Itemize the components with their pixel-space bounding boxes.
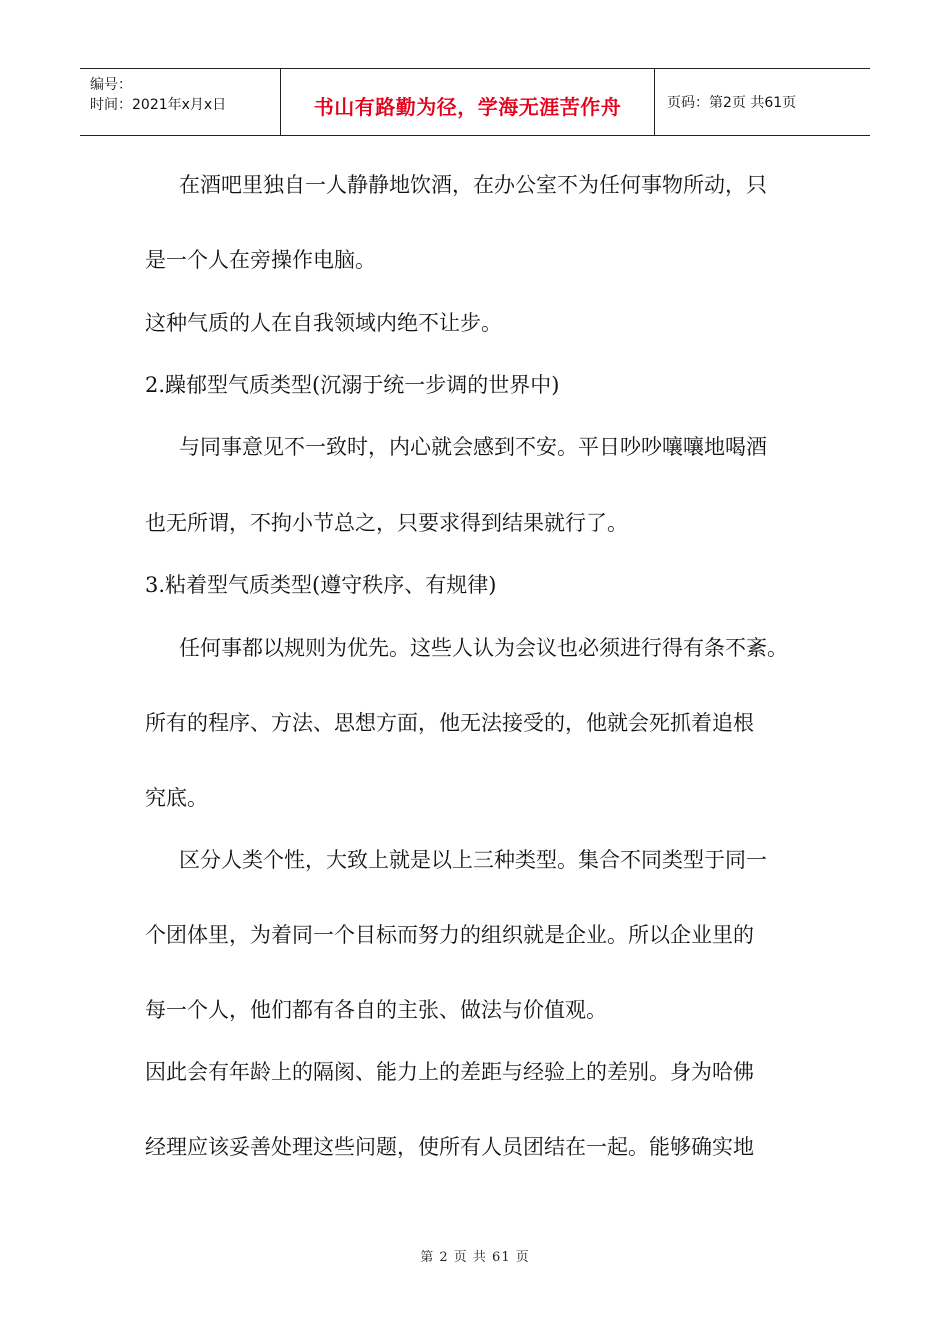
body-line: 个团体里，为着同一个目标而努力的组织就是企业。所以企业里的 (145, 923, 754, 947)
body-line: 究底。 (145, 786, 208, 810)
body-line: 这种气质的人在自我领域内绝不让步。 (145, 311, 502, 335)
body-line: 因此会有年龄上的隔阂、能力上的差距与经验上的差别。身为哈佛 (145, 1060, 754, 1084)
document-number-label: 编号： (90, 77, 132, 93)
body-line: 区分人类个性，大致上就是以上三种类型。集合不同类型于同一 (179, 848, 767, 872)
section-heading: 3.粘着型气质类型(遵守秩序、有规律) (145, 573, 497, 597)
body-line: 任何事都以规则为优先。这些人认为会议也必须进行得有条不紊。 (179, 636, 788, 660)
footer-page-number: 第 2 页 共 61 页 (420, 1250, 530, 1265)
body-line: 所有的程序、方法、思想方面，他无法接受的，他就会死抓着追根 (145, 711, 754, 735)
body-line: 经理应该妥善处理这些问题，使所有人员团结在一起。能够确实地 (145, 1135, 754, 1159)
body-line: 是一个人在旁操作电脑。 (145, 248, 376, 272)
body-line: 与同事意见不一致时，内心就会感到不安。平日吵吵嚷嚷地喝酒 (179, 435, 767, 459)
page-footer (0, 1246, 950, 1265)
body-line: 每一个人，他们都有各自的主张、做法与价值观。 (145, 998, 607, 1022)
header-page-info: 页码：第2页 共61页 (667, 95, 797, 111)
document-date: 时间：2021年x月x日 (90, 97, 227, 113)
section-heading: 2.躁郁型气质类型(沉溺于统一步调的世界中) (145, 373, 560, 397)
header-motto: 书山有路勤为径，学海无涯苦作舟 (313, 94, 622, 119)
body-line: 在酒吧里独自一人静静地饮酒，在办公室不为任何事物所动，只 (179, 173, 767, 197)
body-line: 也无所谓，不拘小节总之，只要求得到结果就行了。 (145, 511, 628, 535)
